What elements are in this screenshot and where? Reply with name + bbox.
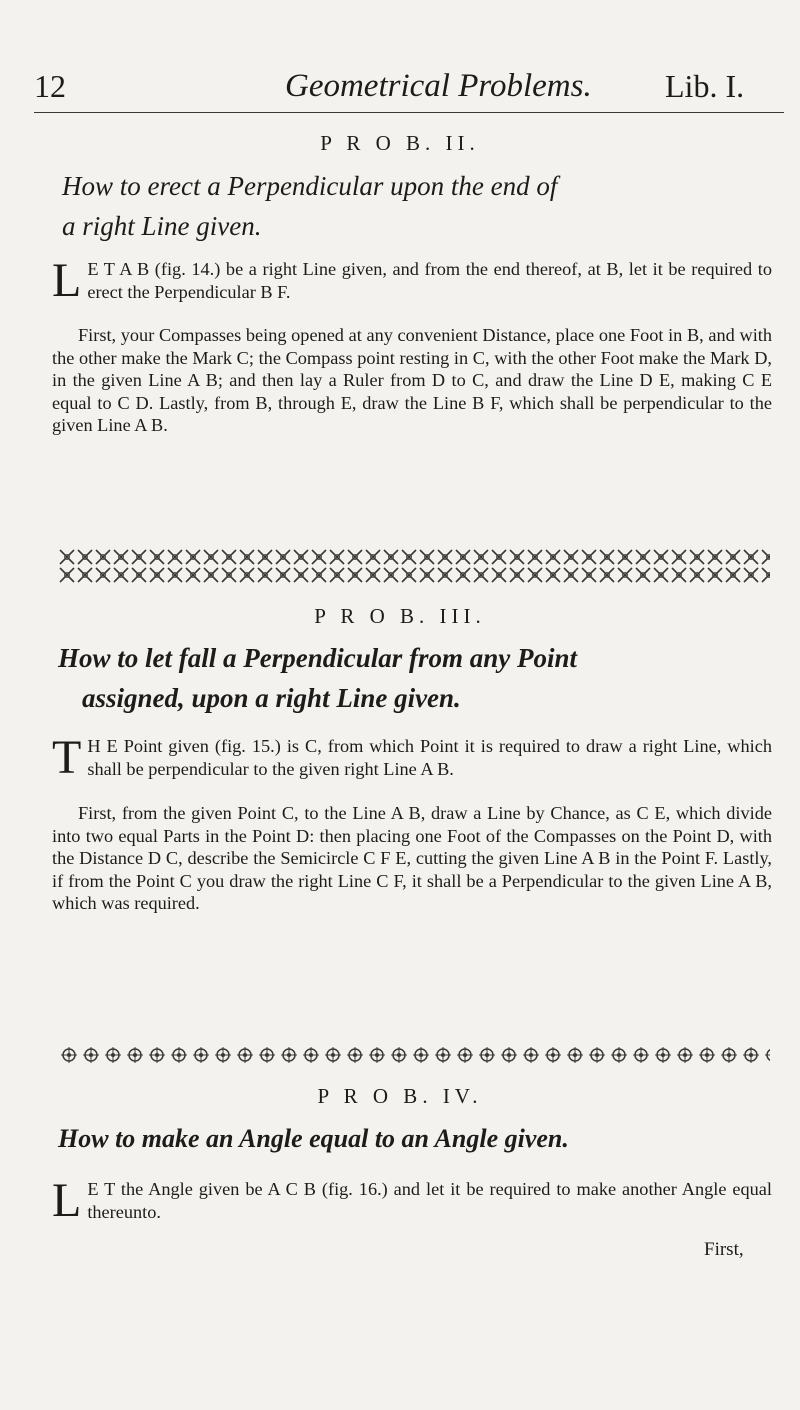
prob4-heading: P R O B. IV. [317, 1084, 483, 1108]
header-rule [34, 112, 784, 113]
prob4-title: How to make an Angle equal to an Angle given. [58, 1124, 569, 1153]
drop-cap: T [52, 731, 82, 784]
running-title: Geometrical Problems. [285, 68, 592, 104]
prob3-title-line2: assigned, upon a right Line given. [82, 683, 461, 713]
prob3-paragraph-1 [52, 731, 772, 784]
prob3-paragraph-2 [52, 802, 772, 915]
page-number: 12 [34, 68, 66, 104]
prob3-title-line1: How to let fall a Perpendicular from any Point [58, 643, 577, 673]
catchword: First, [704, 1239, 744, 1260]
running-head [0, 68, 800, 116]
prob2-p1-text: E T A B (fig. 14.) be a right Line given, and from the end thereof, at B, let it be required to erect the Perpendicular B F. [87, 259, 772, 302]
prob2-p2-text: First, your Compasses being opened at any convenient Distance, place one Foot in B, and with the other make the Mark C; the Compass point resting in C, with the other Foot make the Mark D, in the given Line A B; and then lay a Ruler from D to C, and draw the Line D E, making C E equal to C D. Lastly, from B, through E, draw the Line B F, which shall be perpendicular to the given Line A B. [52, 325, 772, 435]
prob3-p1-text: H E Point given (fig. 15.) is C, from which Point it is required to draw a right Line, which shall be perpendicular to the given right Line A B. [87, 736, 772, 779]
book-number: Lib. I. [665, 68, 745, 104]
prob4-paragraph-1 [52, 1174, 772, 1227]
ornament-band-1 [58, 548, 770, 584]
prob2-title-line2: a right Line given. [62, 211, 262, 241]
drop-cap: L [52, 1174, 82, 1227]
prob3-heading: P R O B. III. [314, 604, 486, 628]
prob4-p1-text: E T the Angle given be A C B (fig. 16.) and let it be required to make another Angle equal thereunto. [87, 1179, 772, 1222]
prob2-paragraph-1 [52, 254, 772, 307]
prob2-heading: P R O B. II. [320, 131, 480, 155]
prob2-paragraph-2 [52, 324, 772, 437]
prob3-p2-text: First, from the given Point C, to the Line A B, draw a Line by Chance, as C E, which divide into two equal Parts in the Point D: then placing one Foot of the Compasses on the Point D, with the Distance D C, describe the Semicircle C F E, cutting the given Line A B in the Point F. Lastly, if from the Point C you draw the right Line C F, it shall be a Perpendicular to the given Line A B, which was required. [52, 803, 772, 913]
prob2-title-line1: How to erect a Perpendicular upon the end of [62, 171, 558, 201]
ornament-band-2 [58, 1045, 770, 1065]
drop-cap: L [52, 254, 82, 307]
